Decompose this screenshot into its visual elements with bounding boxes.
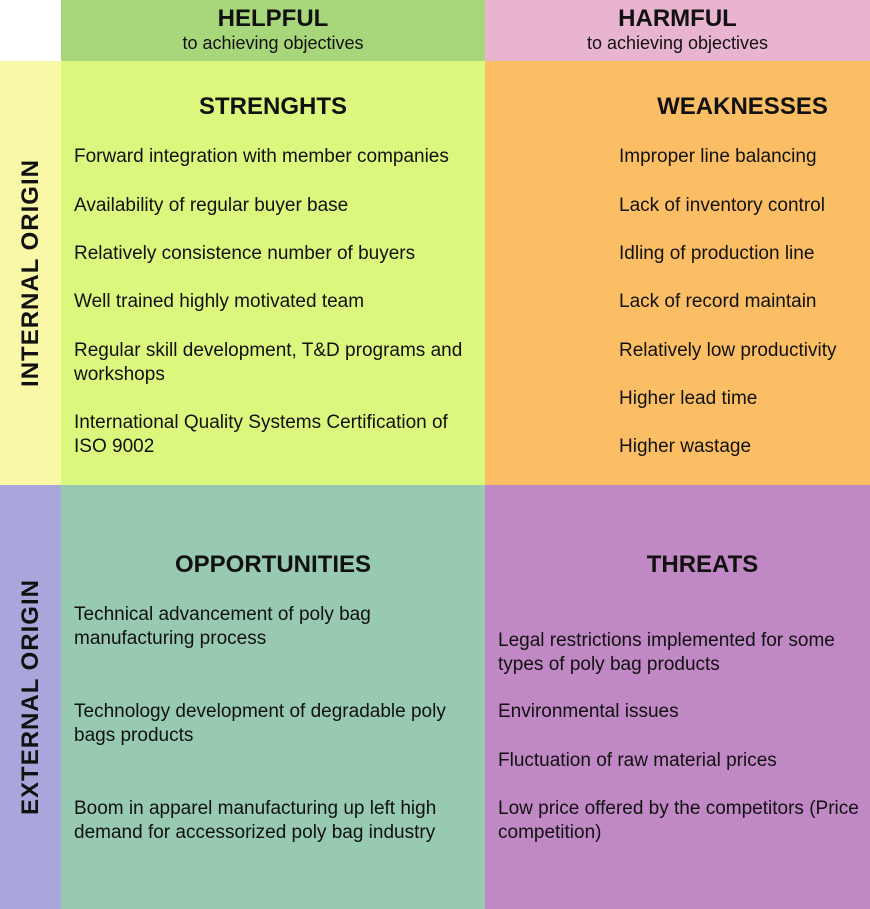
helpful-title: HELPFUL (217, 5, 329, 32)
weakness-item: Lack of record maintain (619, 291, 817, 312)
weakness-item: Idling of production line (619, 243, 815, 264)
weaknesses-title: WEAKNESSES (657, 93, 828, 120)
weakness-item: Higher wastage (619, 436, 752, 457)
harmful-subtitle: to achieving objectives (586, 33, 769, 53)
weakness-item: Higher lead time (619, 388, 758, 409)
strength-item: International Quality Systems Certification of ISO 9002 (74, 412, 448, 457)
threat-item: Environmental issues (498, 701, 679, 722)
weakness-item: Lack of inventory control (619, 195, 825, 216)
strength-item: Availability of regular buyer base (74, 195, 349, 216)
internal-origin-label (0, 61, 61, 485)
strength-item: Relatively consistence number of buyers (74, 243, 416, 264)
opportunities-quadrant (61, 485, 485, 909)
external-origin-text: EXTERNAL ORIGIN (16, 579, 44, 815)
strength-item: Well trained highly motivated team (74, 291, 365, 312)
weakness-item: Relatively low productivity (619, 340, 837, 361)
helpful-subtitle: to achieving objectives (182, 33, 364, 53)
threats-title: THREATS (646, 551, 759, 578)
opportunity-item: Technical advancement of poly bag manufacturing process (74, 604, 371, 649)
opportunity-item: Technology development of degradable poly bags products (74, 701, 446, 746)
strength-item: Forward integration with member companies (74, 146, 449, 167)
threat-item: Legal restrictions implemented for some types of poly bag products (498, 630, 835, 675)
threat-item: Low price offered by the competitors (Price competition) (498, 798, 859, 843)
opportunity-item: Boom in apparel manufacturing up left high demand for accessorized poly bag industry (74, 798, 437, 843)
harmful-title: HARMFUL (618, 5, 737, 32)
internal-origin-text: INTERNAL ORIGIN (16, 159, 44, 387)
threat-item: Fluctuation of raw material prices (498, 750, 777, 771)
weakness-item: Improper line balancing (619, 146, 817, 167)
threats-quadrant (485, 485, 870, 909)
strengths-title: STRENGHTS (198, 93, 347, 120)
weaknesses-quadrant (485, 61, 870, 485)
opportunities-title: OPPORTUNITIES (174, 551, 372, 578)
strengths-quadrant (61, 61, 485, 485)
harmful-header (485, 0, 870, 61)
strength-item: Regular skill development, T&D programs and workshops (74, 340, 463, 385)
external-origin-label (0, 485, 61, 909)
helpful-header (61, 0, 485, 61)
